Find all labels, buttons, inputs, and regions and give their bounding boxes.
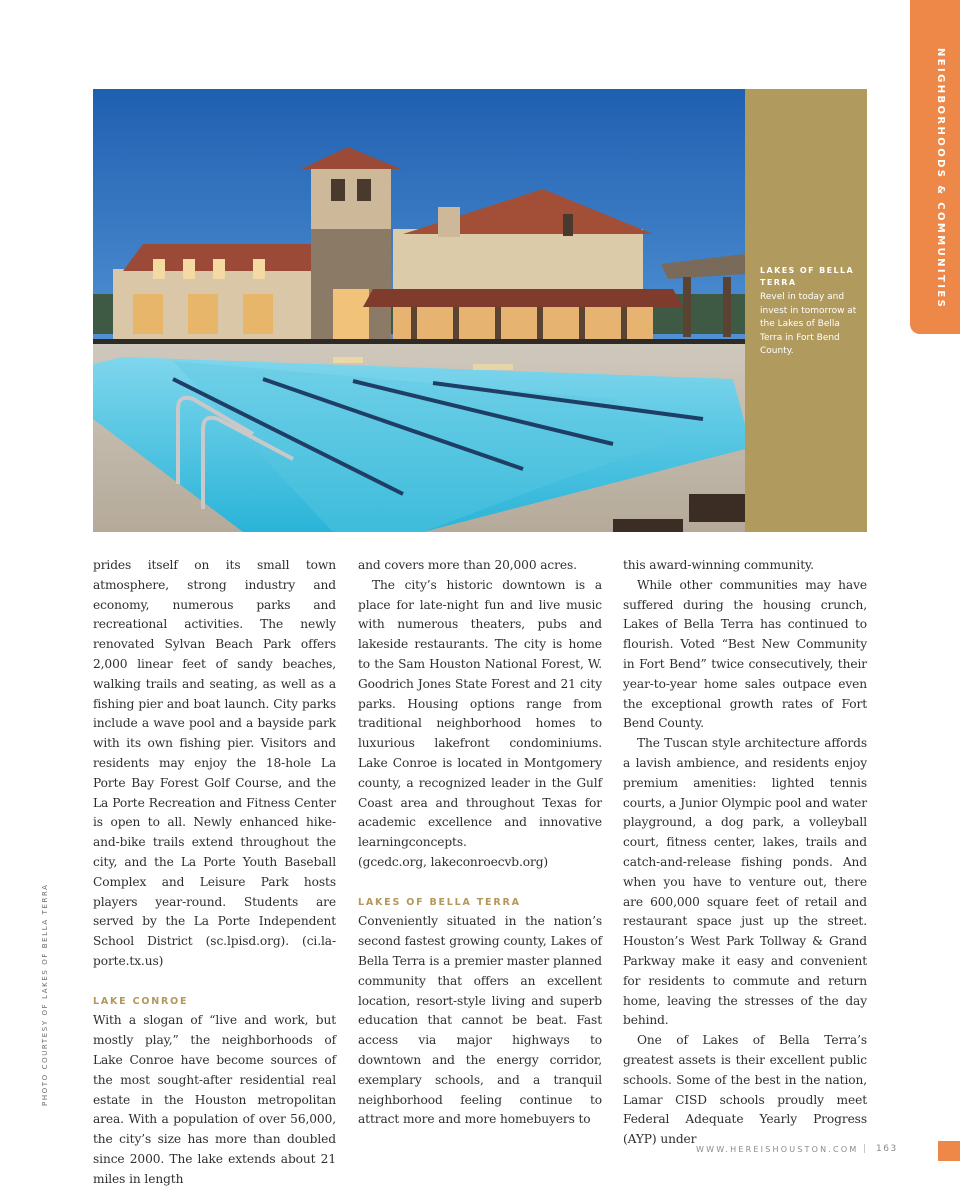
footer-website: WWW.HEREISHOUSTON.COM: [696, 1145, 859, 1154]
footer-accent-block: [938, 1141, 960, 1161]
caption-panel: [745, 89, 867, 532]
paragraph: Conveniently situated in the nation’s second fastest growing county, Lakes of Bella Terra is a premier master planned community that offers an excellent location, resort-style living and superb education that cannot be beat. Fast access via major highways to downtown and the energy corridor, exemplary schools, and a tranquil neighborhood feeling continue to attract more and more homebuyers to: [358, 914, 602, 1127]
section-tab-label: NEIGHBORHOODS & COMMUNITIES: [935, 48, 946, 310]
paragraph: With a slogan of “live and work, but mostly play,” the neighborhoods of Lake Conroe have become sources of the most sought-after residential real estate in the Houston metropolitan area. With a population of over 56,000, the city’s size has more than doubled since 2000. The lake extends about 21 miles in length: [93, 1013, 336, 1186]
paragraph: this award-winning community.: [623, 558, 814, 572]
article-column-3: [623, 556, 867, 1150]
hero-photo: [93, 89, 745, 532]
paragraph: One of Lakes of Bella Terra’s greatest assets is their excellent public schools. Some of the best in the nation, Lamar CISD schools proudly meet Federal Adequate Yearly Progress (AYP) under: [623, 1033, 867, 1147]
page-number: 163: [876, 1144, 898, 1154]
section-heading-lakes-of-bella-terra: LAKES OF BELLA TERRA: [358, 896, 521, 908]
paragraph: (gcedc.org, lakeconroecvb.org): [358, 854, 549, 869]
photo-credit: PHOTO COURTESY OF LAKES OF BELLA TERRA: [41, 883, 49, 1106]
paragraph: While other communities may have suffered during the housing crunch, Lakes of Bella Terra has continued to flourish. Voted “Best New Community in Fort Bend” twice consecutively, their year-to-year home sales outpace even the exceptional growth rates of Fort Bend County.: [623, 577, 867, 731]
paragraph: The city’s historic downtown is a place for late-night fun and live music with numerous theaters, pubs and lakeside restaurants. The city is home to the Sam Houston National Forest, W. Goodrich Jones State Forest and 21 city parks. Housing options range from traditional neighborhood homes to luxurious lakefront condominiums. Lake Conroe is located in Montgomery county, a recognized leader in the Gulf Coast area and throughout Texas for academic excellence and innovative learningconcepts.: [358, 577, 602, 850]
caption-body: Revel in today and invest in tomorrow at the Lakes of Bella Terra in Fort Bend County.: [760, 292, 857, 357]
paragraph: prides itself on its small town atmosphere, strong industry and economy, numerous parks and recreational activities. The newly renovated Sylvan Beach Park offers 2,000 linear feet of sandy beaches, walking trails and seating, as well as a fishing pier and boat launch. City parks include a wave pool and a bayside park with its own fishing pier. Visitors and residents may enjoy the 18-hole La Porte Bay Forest Golf Course, and the La Porte Recreation and Fitness Center is open to all. Newly enhanced hike-and-bike trails extend throughout the city, and the La Porte Youth Baseball Complex and Leisure Park hosts players year-round. Students are served by the La Porte Independent School District (sc.lpisd.org). (ci.la-porte.tx.us): [93, 558, 336, 968]
resort-pool-clubhouse-photo: [93, 89, 745, 532]
footer-separator: |: [863, 1144, 867, 1154]
paragraph: The Tuscan style architecture affords a lavish ambience, and residents enjoy premium amenities: lighted tennis courts, a Junior Olympic pool and water playground, a dog park, a volleyball court, fitness center, lakes, trails and catch-and-release fishing ponds. And when you have to venture out, there are 600,000 square feet of retail and restaurant space just up the street. Houston’s West Park Tollway & Grand Parkway make it easy and convenient for residents to commute and return home, leaving the stresses of the day behind.: [623, 736, 867, 1028]
article-column-2: [358, 556, 602, 1130]
caption-title: LAKES OF BELLA TERRA: [760, 266, 855, 287]
paragraph: and covers more than 20,000 acres.: [358, 558, 577, 572]
section-heading-lake-conroe: LAKE CONROE: [93, 995, 189, 1007]
article-column-1: [93, 556, 336, 1190]
